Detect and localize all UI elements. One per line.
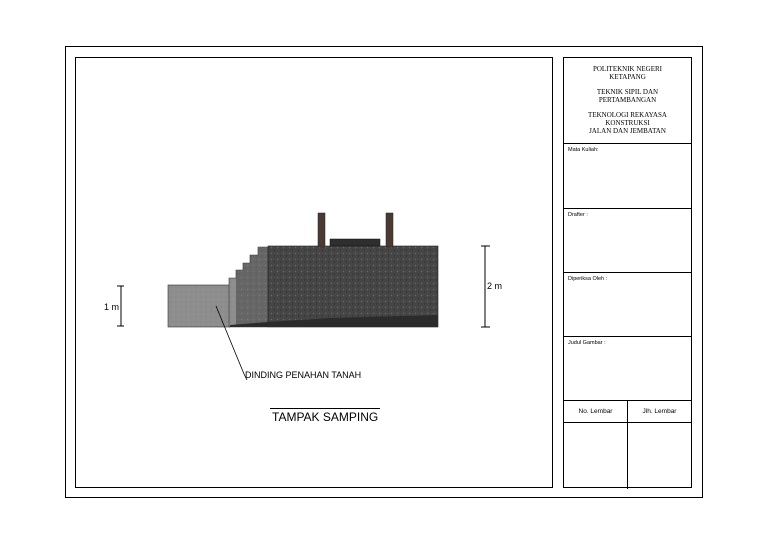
retaining-wall — [168, 285, 230, 327]
post-right — [386, 213, 393, 247]
department-line-2: PERTAMBANGAN — [598, 96, 657, 104]
drafter-cell — [564, 209, 691, 273]
no-lembar-label: No. Lembar — [564, 401, 627, 423]
program-line-2: KONSTRUKSI — [605, 119, 650, 127]
title-block — [563, 57, 692, 488]
program-line-1: TEKNOLOGI REKAYASA — [588, 111, 667, 119]
mata-kuliah-cell — [564, 144, 691, 209]
post-left — [318, 213, 325, 247]
mata-kuliah-label: Mata Kuliah: — [568, 147, 599, 153]
program-line-3: JALAN DAN JEMBATAN — [589, 127, 666, 135]
judul-gambar-label: Judul Gambar : — [568, 340, 606, 346]
jlh-lembar-label: Jlh. Lembar — [628, 401, 691, 423]
stepped-fill-inner — [236, 247, 268, 327]
slab — [330, 239, 380, 246]
view-title: TAMPAK SAMPING — [272, 410, 379, 424]
department-line-1: TEKNIK SIPIL DAN — [596, 88, 659, 96]
title-block-header — [564, 58, 691, 144]
diperiksa-label: Diperiksa Oleh : — [568, 276, 608, 282]
soil-embankment — [268, 246, 438, 327]
diperiksa-cell — [564, 273, 691, 337]
institution-line-2: KETAPANG — [609, 73, 646, 81]
sheet-number-section — [564, 401, 691, 489]
dimension-2m: 2 m — [487, 281, 503, 291]
institution-line-1: POLITEKNIK NEGERI — [592, 65, 662, 73]
judul-gambar-cell — [564, 337, 691, 401]
dimension-1m: 1 m — [104, 302, 120, 312]
callout-label: DINDING PENAHAN TANAH — [245, 370, 362, 380]
drafter-label: Drafter : — [568, 212, 588, 218]
